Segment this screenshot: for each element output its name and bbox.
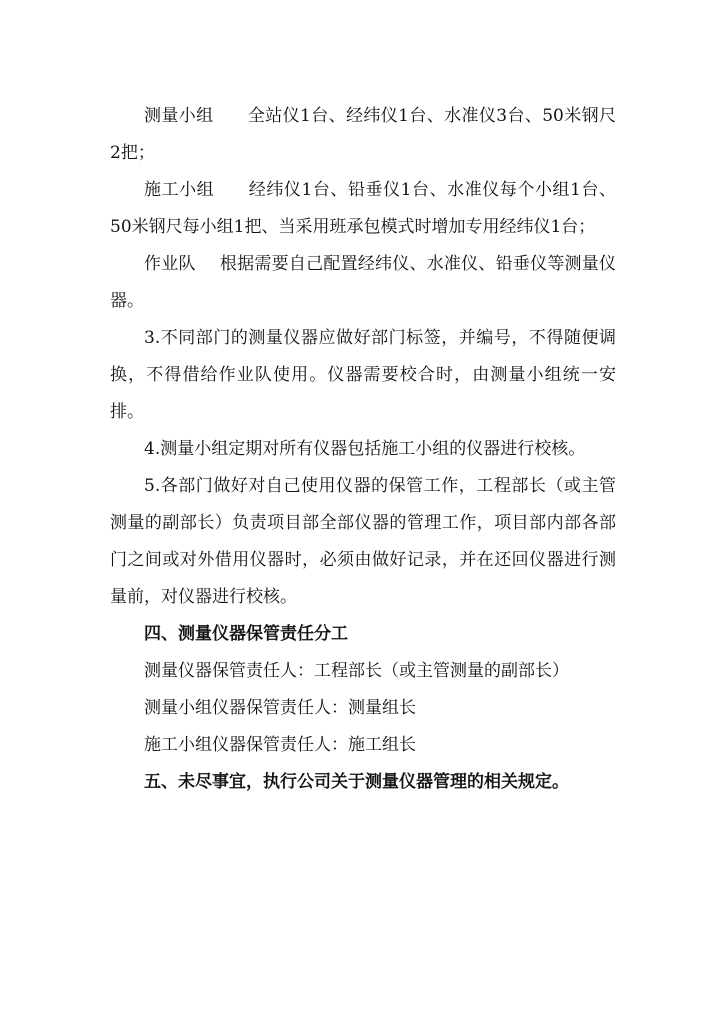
rule-item-5: 5.各部门做好对自己使用仪器的保管工作，工程部长（或主管测量的副部长）负责项目部全部仪器的管理工作，项目部内部各部门之间或对外借用仪器时，必须由做好记录，并在还回仪器进行测量前，对仪器进行校核。 (110, 476, 616, 607)
equipment-paragraph-construction-team (110, 172, 616, 246)
document-page (110, 98, 616, 801)
equipment-paragraph-work-crew (110, 246, 616, 320)
team-label: 作业队 (144, 254, 196, 274)
rule-item-4: 4.测量小组定期对所有仪器包括施工小组的仪器进行校核。 (144, 439, 586, 459)
equipment-list: 根据需要自己配置经纬仪、水准仪、铅垂仪等测量仪器。 (110, 254, 617, 311)
responsibility-line: 施工小组仪器保管责任人：施工组长 (144, 735, 416, 755)
section-5-heading: 五、未尽事宜，执行公司关于测量仪器管理的相关规定。 (144, 772, 569, 792)
responsibility-line: 测量小组仪器保管责任人：测量组长 (144, 698, 416, 718)
responsibility-line: 测量仪器保管责任人：工程部长（或主管测量的副部长） (144, 661, 569, 681)
team-label: 施工小组 (144, 180, 215, 200)
equipment-list: 全站仪1台、经纬仪1台、水准仪3台、50米钢尺2把； (110, 106, 616, 163)
equipment-list: 经纬仪1台、铅垂仪1台、水准仪每个小组1台、50米钢尺每小组1把、当采用班承包模式时增加专用经纬仪1台； (110, 180, 617, 237)
rule-item-3: 3.不同部门的测量仪器应做好部门标签，并编号，不得随便调换，不得借给作业队使用。仪器需要校合时，由测量小组统一安排。 (110, 328, 616, 422)
team-label: 测量小组 (144, 106, 214, 126)
equipment-paragraph-survey-team (110, 98, 616, 172)
section-4-heading: 四、测量仪器保管责任分工 (144, 624, 348, 644)
